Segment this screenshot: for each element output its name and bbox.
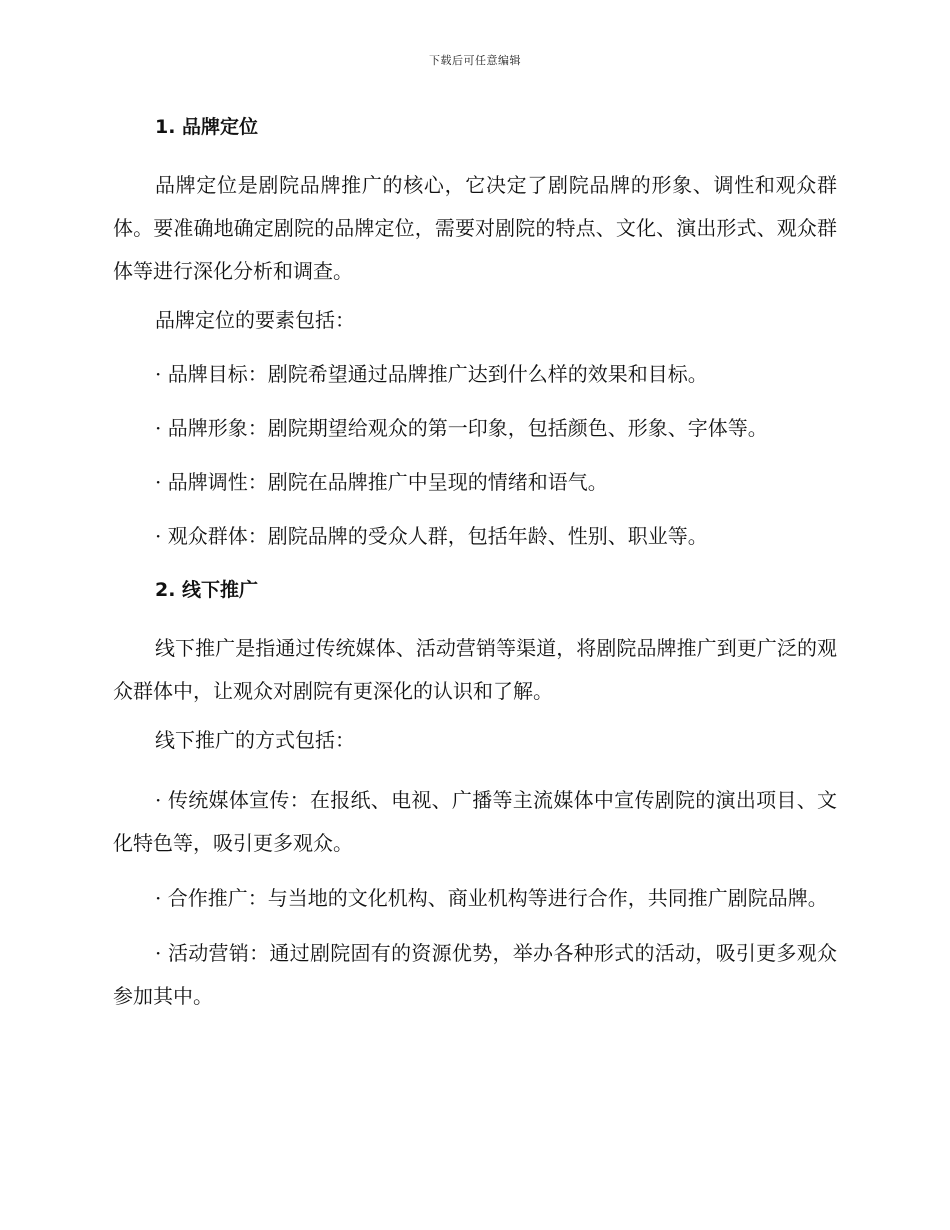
bullet-item-brand-goal: · 品牌目标：剧院希望通过品牌推广达到什么样的效果和目标。 bbox=[155, 362, 708, 386]
bullet-item-event-marketing: · 活动营销：通过剧院固有的资源优势，举办各种形式的活动，吸引更多观众参加其中。 bbox=[113, 941, 837, 1008]
list-lead-paragraph: 线下推广的方式包括： bbox=[155, 728, 355, 752]
bullet-item-audience-group: · 观众群体：剧院品牌的受众人群，包括年龄、性别、职业等。 bbox=[155, 524, 708, 548]
section-intro-paragraph: 品牌定位是剧院品牌推广的核心，它决定了剧院品牌的形象、调性和观众群体。要准确地确定剧院的品牌定位，需要对剧院的特点、文化、演出形式、观众群体等进行深化分析和调查。 bbox=[113, 173, 837, 283]
section-heading-brand-positioning: 1. 品牌定位 bbox=[155, 116, 259, 138]
section-heading-offline-promotion: 2. 线下推广 bbox=[155, 579, 259, 601]
section-intro-paragraph: 线下推广是指通过传统媒体、活动营销等渠道，将剧院品牌推广到更广泛的观众群体中，让观众对剧院有更深化的认识和了解。 bbox=[113, 636, 837, 703]
bullet-item-brand-image: · 品牌形象：剧院期望给观众的第一印象，包括颜色、形象、字体等。 bbox=[155, 416, 768, 440]
bullet-item-traditional-media: · 传统媒体宣传：在报纸、电视、广播等主流媒体中宣传剧院的演出项目、文化特色等，吸引更多观众。 bbox=[113, 788, 837, 855]
page-header: 下载后可任意编辑 bbox=[429, 54, 521, 67]
list-lead-paragraph: 品牌定位的要素包括： bbox=[155, 308, 355, 332]
document-body bbox=[113, 112, 837, 1030]
bullet-item-brand-tone: · 品牌调性：剧院在品牌推广中呈现的情绪和语气。 bbox=[155, 470, 608, 494]
bullet-item-cooperative-promotion: · 合作推广：与当地的文化机构、商业机构等进行合作，共同推广剧院品牌。 bbox=[155, 886, 828, 910]
